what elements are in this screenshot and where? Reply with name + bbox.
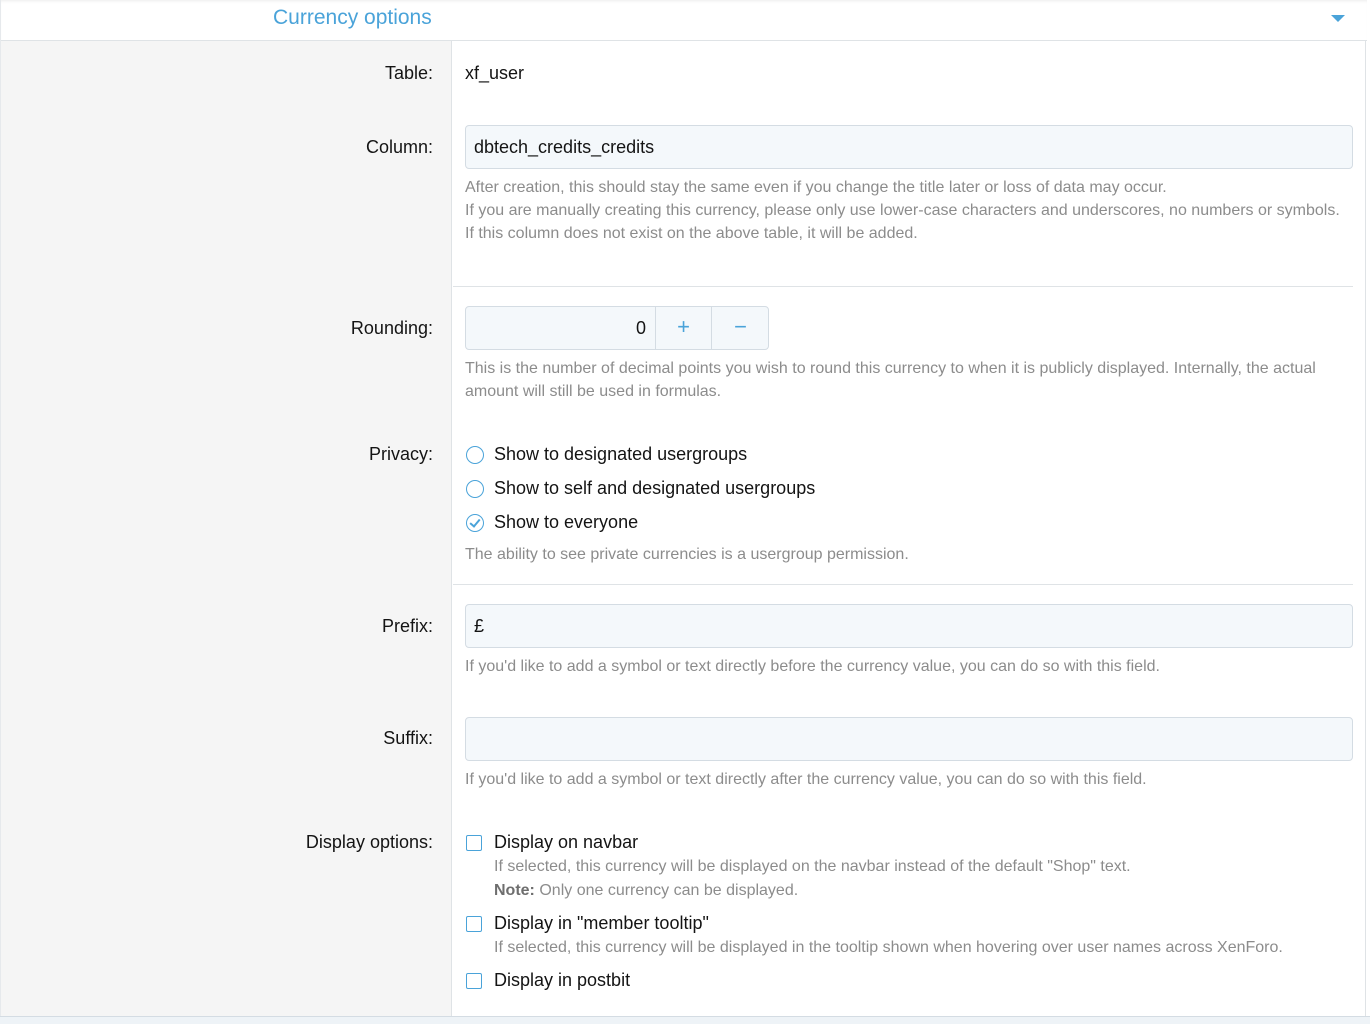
column-label: Column: — [365, 137, 433, 157]
radio-everyone[interactable] — [466, 514, 484, 532]
table-value: xf_user — [465, 63, 525, 83]
column-hint-line2: If you are manually creating this currency, please only use lower-case characters and underscores, no numbers or symbols. — [465, 202, 1340, 219]
column-hint-line1: After creation, this should stay the same even if you change the title later or loss of data may occur. — [465, 179, 1167, 196]
column-input[interactable] — [465, 125, 1353, 169]
suffix-label: Suffix: — [383, 728, 433, 748]
prefix-input[interactable] — [465, 604, 1353, 648]
rounding-stepper — [465, 306, 769, 350]
column-hint-line3: If this column does not exist on the above table, it will be added. — [465, 225, 918, 242]
radio-self-designated[interactable] — [466, 480, 484, 498]
prefix-label: Prefix: — [381, 616, 433, 636]
radio-designated-label[interactable]: Show to designated usergroups — [494, 444, 748, 464]
checkbox-postbit-label[interactable]: Display in postbit — [494, 970, 631, 990]
divider — [453, 584, 1353, 585]
divider — [453, 286, 1353, 287]
column-hint — [465, 176, 1345, 245]
checkbox-navbar[interactable] — [466, 835, 482, 851]
radio-self-designated-label[interactable]: Show to self and designated usergroups — [494, 478, 816, 498]
privacy-label: Privacy: — [368, 444, 433, 464]
checkbox-postbit[interactable] — [466, 973, 482, 989]
privacy-hint: The ability to see private currencies is a usergroup permission. — [465, 546, 909, 563]
labels-column — [1, 41, 452, 1020]
table-label: Table: — [384, 63, 433, 83]
increment-button[interactable]: + — [656, 307, 712, 349]
radio-everyone-label[interactable]: Show to everyone — [494, 512, 639, 532]
rounding-hint: This is the number of decimal points you wish to round this currency to when it is publicly displayed. Internally, the actual amount will still be used in formulas. — [465, 360, 1316, 400]
rounding-label: Rounding: — [350, 318, 433, 338]
navbar-hint: If selected, this currency will be displayed on the navbar instead of the default "Shop" text. — [494, 858, 1131, 875]
checkbox-member-tooltip-label[interactable]: Display in "member tooltip" — [494, 913, 709, 933]
decrement-button[interactable]: − — [734, 314, 747, 339]
radio-designated[interactable] — [466, 446, 484, 464]
navbar-note — [494, 879, 798, 903]
section-header[interactable] — [1, 0, 1367, 41]
note-text: Only one currency can be displayed. — [539, 882, 799, 899]
checkbox-navbar-label[interactable]: Display on navbar — [494, 832, 639, 852]
note-label: Note: — [494, 882, 535, 899]
checkbox-member-tooltip[interactable] — [466, 916, 482, 932]
member-tooltip-hint: If selected, this currency will be displayed in the tooltip shown when hovering over user names across XenForo. — [494, 939, 1283, 956]
section-title: Currency options — [273, 6, 432, 29]
form-footer-edge — [0, 1016, 1370, 1024]
chevron-down-icon[interactable] — [1331, 15, 1345, 22]
suffix-input[interactable] — [465, 717, 1353, 761]
prefix-hint: If you'd like to add a symbol or text directly before the currency value, you can do so with this field. — [465, 658, 1160, 675]
display-options-label: Display options: — [305, 832, 433, 852]
suffix-hint: If you'd like to add a symbol or text directly after the currency value, you can do so with this field. — [465, 771, 1147, 788]
rounding-input[interactable]: 0 — [466, 307, 656, 349]
